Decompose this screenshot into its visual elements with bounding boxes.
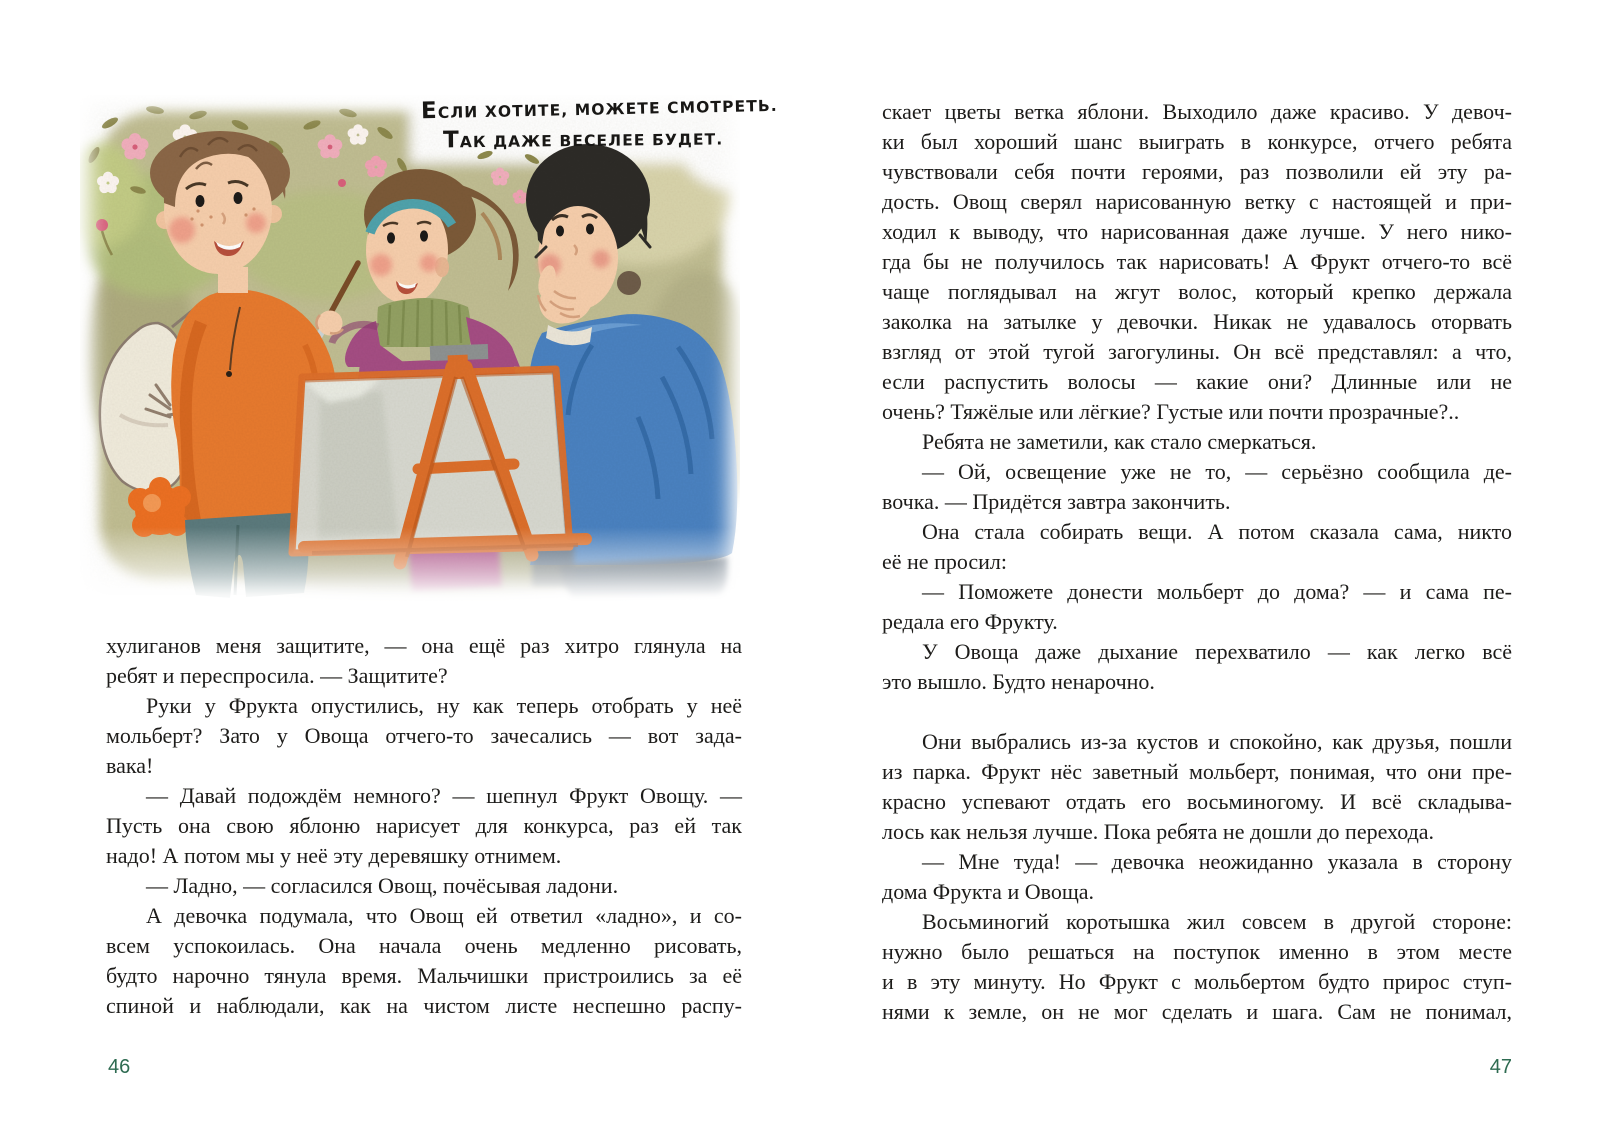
- text-line: красно успевают отдать его восьминогому. И всё складыва-: [882, 789, 1512, 814]
- handwritten-caption-line-1: ЕСЛИ ХОТИТЕ, МОЖЕТЕ СМОТРЕТЬ.: [420, 96, 779, 125]
- text-line: — Давай подождём немного? — шепнул Фрукт Овощу. —: [146, 783, 742, 808]
- text-line: вака!: [106, 753, 154, 778]
- text-line: — Мне туда! — девочка неожиданно указала в сторону: [922, 849, 1512, 874]
- text-line: нями к земле, он не мог сделать и шага. Сам не понимал,: [882, 999, 1512, 1024]
- text-line: будто нарочно тянула время. Мальчишки пристроились за её: [106, 963, 742, 988]
- text-line: надо! А потом мы у неё эту деревяшку отнимем.: [106, 843, 562, 868]
- left-page-text-column: [106, 631, 742, 1021]
- text-line: ходил к выводу, что нарисованная даже лучше. У него нико-: [882, 219, 1512, 244]
- text-line: лось как нельзя лучше. Пока ребята не дошли до перехода.: [882, 819, 1435, 844]
- text-line: чувствовали себя почти героями, раз позволили ей эту ра-: [882, 159, 1512, 184]
- text-line: Ребята не заметили, как стало смеркаться.: [922, 429, 1317, 454]
- text-line: Пусть она свою яблоню нарисует для конкурса, раз ей так: [106, 813, 742, 838]
- text-line: дома Фрукта и Овоща.: [882, 879, 1095, 904]
- text-line: взгляд от этой тугой загогулины. Он всё представлял: а что,: [882, 339, 1512, 364]
- text-line: если распустить волосы — какие они? Длинные или не: [882, 369, 1512, 394]
- text-line: вочка. — Придётся завтра закончить.: [882, 489, 1231, 514]
- pastel-drawing: [80, 95, 740, 605]
- text-line: — Поможете донести мольберт до дома? — и сама пе-: [922, 579, 1512, 604]
- text-line: ребят и переспросила. — Защитите?: [106, 663, 448, 688]
- text-line: гда бы не получилось так нарисовать! А Фрукт отчего-то всё: [882, 249, 1512, 274]
- text-line: всем успокоилась. Она начала очень медленно рисовать,: [106, 933, 742, 958]
- right-page-text-column: [882, 97, 1512, 1027]
- text-line: чаще поглядывал на жгут волос, который крепко держала: [882, 279, 1512, 304]
- text-line: Восьминогий коротышка жил совсем в другой стороне:: [922, 909, 1512, 934]
- text-line: и в эту минуту. Но Фрукт с мольбертом будто прирос ступ-: [882, 969, 1512, 994]
- text-line: из парка. Фрукт нёс заветный мольберт, понимая, что они пре-: [882, 759, 1512, 784]
- text-line: мольберт? Зато у Овоща отчего-то зачесались — вот зада-: [106, 723, 742, 748]
- text-line: очень? Тяжёлые или лёгкие? Густые или почти прозрачные?..: [882, 399, 1460, 424]
- text-line: заколка на затылке у девочки. Никак не удавалось оторвать: [882, 309, 1512, 334]
- text-line: У Овоща даже дыхание перехватило — как легко всё: [922, 639, 1512, 664]
- text-line: — Ладно, — согласился Овощ, почёсывая ладони.: [146, 873, 619, 898]
- text-line: Руки у Фрукта опустились, ну как теперь отобрать у неё: [146, 693, 742, 718]
- text-line: — Ой, освещение уже не то, — серьёзно сообщила де-: [922, 459, 1512, 484]
- text-line: спиной и наблюдали, как на чистом листе неспешно распу-: [106, 993, 742, 1018]
- illustration: [80, 95, 779, 605]
- text-line: Они выбрались из-за кустов и спокойно, как друзья, пошли: [922, 729, 1512, 754]
- page-number-right: 47: [1489, 1056, 1512, 1078]
- text-line: Она стала собирать вещи. А потом сказала сама, никто: [922, 519, 1512, 544]
- text-line: скает цветы ветка яблони. Выходило даже красиво. У девоч-: [882, 99, 1512, 124]
- text-line: нужно было решаться на поступок именно в этом месте: [882, 939, 1512, 964]
- text-line: это вышло. Будто ненарочно.: [882, 669, 1155, 694]
- page-number-left: 46: [108, 1056, 131, 1078]
- text-line: редала его Фрукту.: [882, 609, 1058, 634]
- text-line: дость. Овощ сверял нарисованную ветку с настоящей и при-: [882, 189, 1512, 214]
- text-line: А девочка подумала, что Овощ ей ответил «ладно», и со-: [146, 903, 742, 928]
- text-line: ки был хороший шанс выиграть в конкурсе, отчего ребята: [882, 129, 1512, 154]
- handwritten-caption-line-2: ТАК ДАЖЕ ВЕСЕЛЕЕ БУДЕТ.: [442, 127, 724, 154]
- text-line: её не просил:: [882, 549, 1008, 574]
- text-line: хулиганов меня защитите, — она ещё раз хитро глянула на: [106, 633, 742, 658]
